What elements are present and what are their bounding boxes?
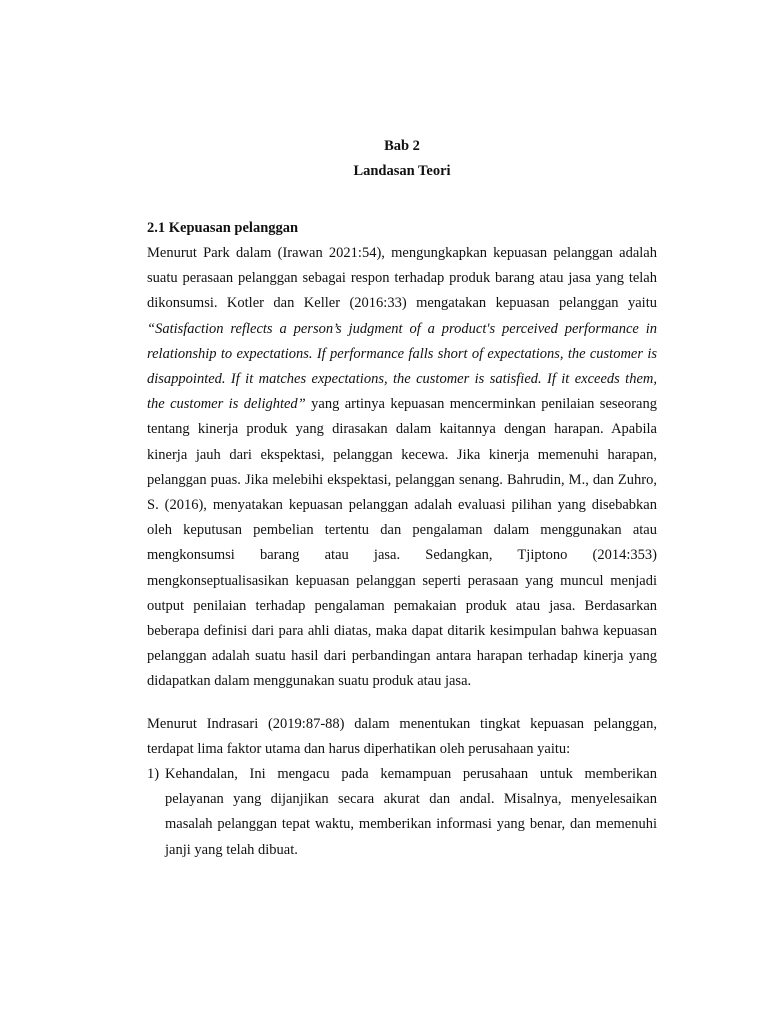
paragraph-satisfaction-factors-intro: Menurut Indrasari (2019:87-88) dalam menentukan tingkat kepuasan pelanggan, terdapat lima faktor utama dan harus diperhatikan oleh perusahaan yaitu: [147, 715, 657, 757]
english-quote: “Satisfaction reflects a person’s judgment of a product's perceived performance in relationship to expectations. If performance falls short of expectations, the customer is disappointed. If it matches expectations, the customer is satisfied. If it exceeds them, the customer is delighted” [147, 320, 657, 413]
paragraph-text-before-quote: Menurut Park dalam (Irawan 2021:54), mengungkapkan kepuasan pelanggan adalah suatu perasaan pelanggan sebagai respon terhadap produk barang atau jasa yang telah dikonsumsi. Kotler dan Keller (2016:33) mengatakan kepuasan pelanggan yaitu [147, 245, 657, 312]
paragraph-text-after-quote: yang artinya kepuasan mencerminkan penilaian seseorang tentang kinerja produk yang dirasakan dalam kaitannya dengan harapan. Apabila kinerja jauh dari ekspektasi, pelanggan kecewa. Jika kinerja memenuhi harapan, pelanggan puas. Jika melebihi ekspektasi, pelanggan senang. Bahrudin, M., dan Zuhro, S. (2016), menyatakan kepuasan pelanggan adalah evaluasi pilihan yang disebabkan oleh keputusan pembelian tertentu dan pengalaman dalam menggunakan atau mengkonsumsi barang atau jasa. Sedangkan, Tjiptono (2014:353) mengkonseptualisasikan kepuasan pelanggan seperti perasaan yang muncul menjadi output penilaian terhadap pengalaman pemakaian produk atau jasa. Berdasarkan beberapa definisi dari para ahli diatas, maka dapat ditarik kesimpulan bahwa kepuasan pelanggan adalah suatu hasil dari perbandingan antara harapan terhadap kinerja yang didapatkan dalam menggunakan suatu produk atau jasa. [147, 396, 657, 690]
section-heading: 2.1 Kepuasan pelanggan [147, 220, 299, 236]
chapter-number: Bab 2 [384, 138, 420, 154]
satisfaction-factors-list [147, 762, 657, 863]
page-content [147, 134, 657, 863]
paragraph-customer-satisfaction-definitions [147, 241, 657, 695]
list-item-text: Kehandalan, Ini mengacu pada kemampuan perusahaan untuk memberikan pelayanan yang dijanjikan secara akurat dan andal. Misalnya, menyelesaikan masalah pelanggan tepat waktu, memberikan informasi yang benar, dan memenuhi janji yang telah dibuat. [165, 766, 657, 858]
chapter-title: Landasan Teori [353, 163, 451, 179]
list-item-number: 1) [147, 766, 160, 783]
list-item [147, 762, 657, 863]
